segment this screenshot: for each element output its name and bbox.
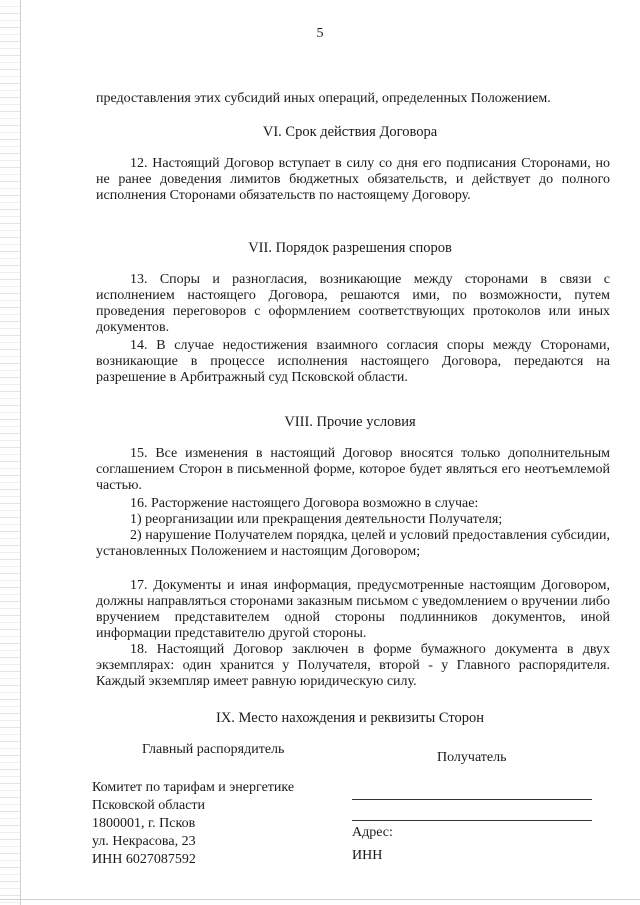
recipient-inn-label: ИНН [352, 848, 383, 863]
clause-12: 12. Настоящий Договор вступает в силу со дня его подписания Сторонами, но не ранее доведения лимитов бюджетных обязательств, и действует до полного исполнения Сторонами обязательств по настоящему Договору. [96, 156, 610, 203]
clause-13: 13. Споры и разногласия, возникающие между сторонами в связи с исполнением настоящего Договора, решаются ими, по возможности, путем проведения переговоров с оформлением соответствующих протоколов или иных документов. [96, 272, 610, 335]
scan-bottom-edge [0, 899, 640, 900]
right-party-header: Получатель [437, 750, 507, 765]
left-party-line-2: Псковской области [92, 798, 206, 813]
section-viii-title: VIII. Прочие условия [284, 414, 416, 430]
clause-15: 15. Все изменения в настоящий Договор вносятся только дополнительным соглашением Сторон в письменной форме, которое будет являться его неотъемлемой частью. [96, 446, 610, 493]
recipient-name-blank-2 [352, 820, 592, 821]
left-party-line-5: ИНН 6027087592 [92, 852, 196, 867]
clause-16-item-2: 2) нарушение Получателем порядка, целей и условий предоставления субсидии, установленных Положением и настоящим Договором; [96, 528, 610, 559]
recipient-name-blank-1 [352, 799, 592, 800]
page-number: 5 [316, 26, 324, 41]
section-vi-title: VI. Срок действия Договора [262, 124, 438, 140]
left-party-line-3: 1800001, г. Псков [92, 816, 196, 831]
scan-edge-line [20, 0, 21, 905]
left-party-line-4: ул. Некрасова, 23 [92, 834, 196, 849]
clause-18: 18. Настоящий Договор заключен в форме бумажного документа в двух экземплярах: один хранится у Получателя, второй - у Главного распорядителя. Каждый экземпляр имеет равную юридическую силу. [96, 642, 610, 689]
section-ix-title: IX. Место нахождения и реквизиты Сторон [216, 710, 484, 726]
section-vii-title: VII. Порядок разрешения споров [248, 240, 452, 256]
left-party-line-1: Комитет по тарифам и энергетике [92, 780, 295, 795]
clause-16: 16. Расторжение настоящего Договора возможно в случае: [130, 496, 479, 511]
clause-17: 17. Документы и иная информация, предусмотренные настоящим Договором, должны направляться сторонами заказным письмом с уведомлением о вручении либо вручением представителем одной стороны подлинников документов, иной информации представителю другой стороны. [96, 578, 610, 641]
intro-line: предоставления этих субсидий иных операций, определенных Положением. [96, 91, 551, 106]
clause-16-item-1: 1) реорганизации или прекращения деятельности Получателя; [130, 512, 503, 527]
left-party-header: Главный распорядитель [142, 742, 285, 757]
recipient-address-label: Адрес: [352, 825, 393, 840]
scan-edge [0, 0, 20, 905]
clause-14: 14. В случае недостижения взаимного согласия споры между Сторонами, возникающие в процессе исполнения настоящего Договора, передаются на разрешение в Арбитражный суд Псковской области. [96, 338, 610, 385]
